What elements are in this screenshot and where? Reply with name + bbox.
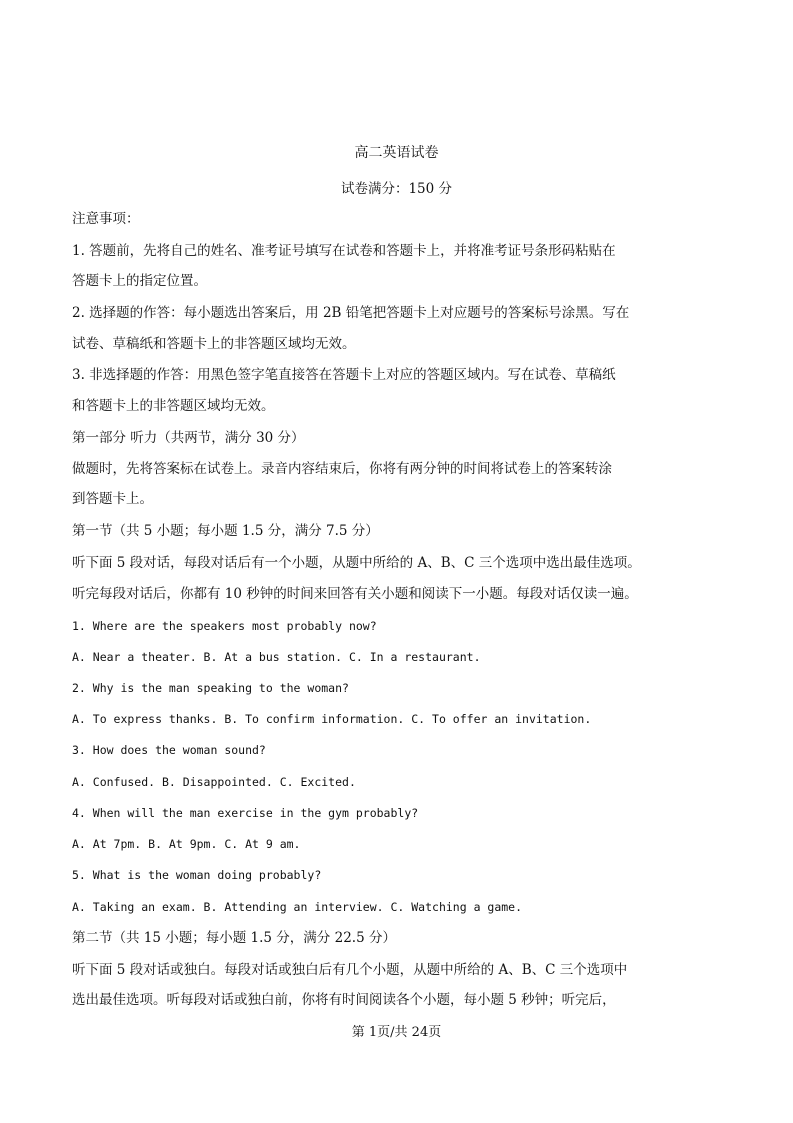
- section-2-instruction-line-2: 选出最佳选项。听每段对话或独白前，你将有时间阅读各个小题，每小题 5 秒钟；听完后，: [72, 992, 616, 1008]
- question-2-options: A. To express thanks. B. To confirm information. C. To offer an invitation.: [72, 712, 592, 726]
- total-score: 试卷满分：150 分: [340, 181, 453, 197]
- section-1-instruction-line-2: 听完每段对话后，你都有 10 秒钟的时间来回答有关小题和阅读下一小题。每段对话仅读一遍。: [72, 586, 638, 602]
- section-2-heading: 第二节（共 15 小题；每小题 1.5 分，满分 22.5 分）: [72, 930, 396, 946]
- note-2-line-2: 试卷、草稿纸和答题卡上的非答题区域均无效。: [72, 336, 356, 352]
- notes-heading: 注意事项：: [72, 211, 140, 227]
- note-3-line-2: 和答题卡上的非答题区域均无效。: [72, 398, 275, 414]
- page-number: 第 1页/共 24页: [351, 1025, 442, 1040]
- note-1-line-1: 1. 答题前，先将自己的姓名、准考证号填写在试卷和答题卡上，并将准考证号条形码粘贴在: [72, 243, 616, 259]
- part-1-heading: 第一部分 听力（共两节，满分 30 分）: [72, 430, 305, 446]
- question-4: 4. When will the man exercise in the gym probably?: [72, 806, 419, 820]
- note-1-line-2: 答题卡上的指定位置。: [72, 273, 207, 289]
- question-3: 3. How does the woman sound?: [72, 743, 266, 757]
- note-3-line-1: 3. 非选择题的作答：用黑色签字笔直接答在答题卡上对应的答题区域内。写在试卷、草稿纸: [72, 367, 616, 383]
- question-2: 2. Why is the man speaking to the woman?: [72, 681, 349, 695]
- part-1-instruction-line-1: 做题时，先将答案标在试卷上。录音内容结束后，你将有两分钟的时间将试卷上的答案转涂: [72, 461, 612, 477]
- note-2-line-1: 2. 选择题的作答：每小题选出答案后，用 2B 铅笔把答题卡上对应题号的答案标号涂黑。写在: [72, 305, 630, 321]
- section-1-heading: 第一节（共 5 小题；每小题 1.5 分，满分 7.5 分）: [72, 523, 379, 539]
- question-4-options: A. At 7pm. B. At 9pm. C. At 9 am.: [72, 837, 301, 851]
- section-1-instruction-line-1: 听下面 5 段对话，每段对话后有一个小题，从题中所给的 A、B、C 三个选项中选出最佳选项。: [72, 555, 641, 571]
- part-1-instruction-line-2: 到答题卡上。: [72, 491, 153, 507]
- question-3-options: A. Confused. B. Disappointed. C. Excited.: [72, 775, 356, 789]
- question-1-options: A. Near a theater. B. At a bus station. C. In a restaurant.: [72, 650, 481, 664]
- section-2-instruction-line-1: 听下面 5 段对话或独白。每段对话或独白后有几个小题，从题中所给的 A、B、C 三个选项中: [72, 962, 628, 978]
- question-1: 1. Where are the speakers most probably now?: [72, 619, 377, 633]
- question-5: 5. What is the woman doing probably?: [72, 868, 322, 882]
- question-5-options: A. Taking an exam. B. Attending an interview. C. Watching a game.: [72, 900, 523, 914]
- page-title: 高二英语试卷: [354, 145, 439, 161]
